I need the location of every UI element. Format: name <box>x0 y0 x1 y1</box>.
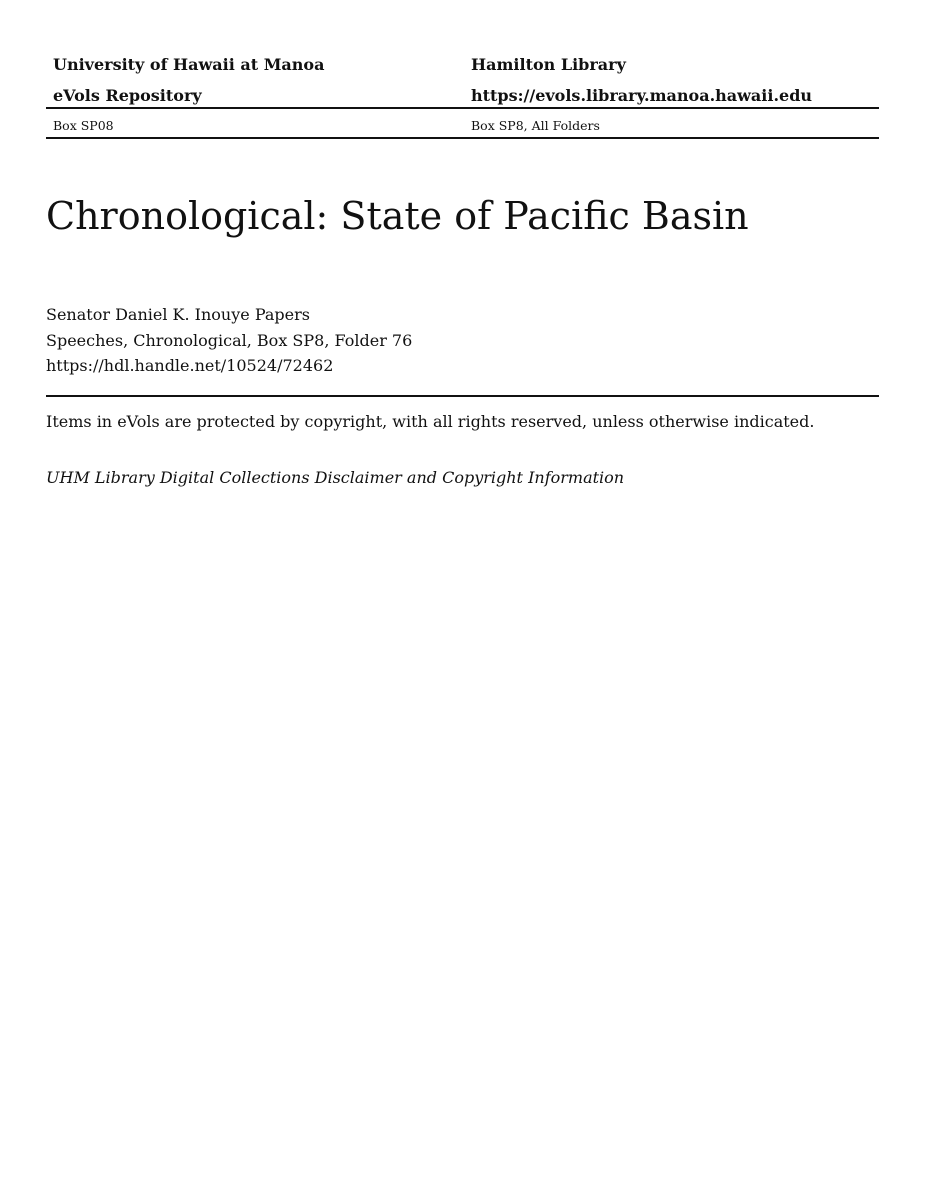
section-divider <box>46 395 879 397</box>
institution-name: University of Hawaii at Manoa <box>53 55 325 74</box>
collection-name: Senator Daniel K. Inouye Papers <box>46 305 310 324</box>
repository-url[interactable]: https://evols.library.manoa.hawaii.edu <box>471 86 813 105</box>
handle-link[interactable]: https://hdl.handle.net/10524/72462 <box>46 356 334 375</box>
box-row <box>46 116 879 136</box>
header-table <box>46 52 879 114</box>
folder-location: Speeches, Chronological, Box SP8, Folder 76 <box>46 330 413 350</box>
header-divider-top <box>46 107 879 109</box>
repository-name: eVols Repository <box>53 86 202 105</box>
box-label-right: Box SP8, All Folders <box>471 118 600 133</box>
box-label-left: Box SP08 <box>53 118 114 133</box>
header-row-1 <box>46 52 879 83</box>
document-metadata <box>46 302 412 379</box>
copyright-notice: Items in eVols are protected by copyright, with all rights reserved, unless otherwise indicated. <box>46 412 815 431</box>
header-divider-bottom <box>46 137 879 139</box>
document-title: Chronological: State of Pacific Basin <box>46 194 749 238</box>
header-row-2 <box>46 83 879 114</box>
disclaimer-link[interactable]: UHM Library Digital Collections Disclaimer and Copyright Information <box>46 468 625 487</box>
library-name: Hamilton Library <box>471 55 626 74</box>
